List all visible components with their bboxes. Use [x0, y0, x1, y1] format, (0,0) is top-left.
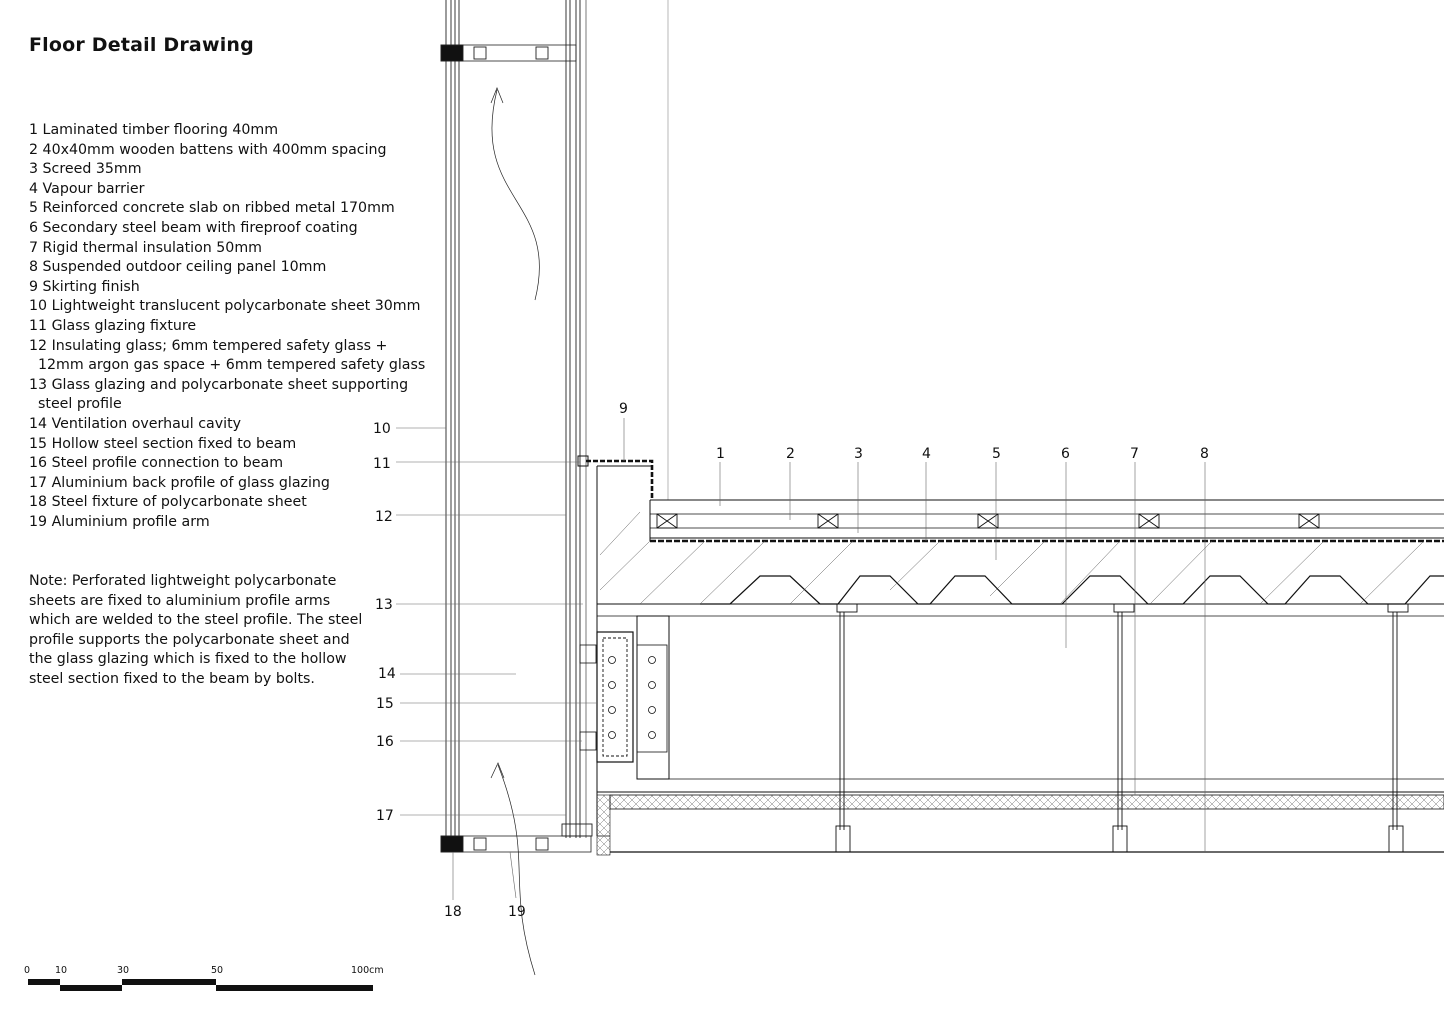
- legend-item: 12 Insulating glass; 6mm tempered safety glass + 12mm argon gas space + 6mm tempered safety glass: [29, 337, 426, 374]
- legend-item: 11 Glass glazing fixture: [29, 317, 197, 334]
- legend-item: 5 Reinforced concrete slab on ribbed metal 170mm: [29, 200, 395, 217]
- scale-bar: [24, 965, 384, 991]
- legend-item: 18 Steel fixture of polycarbonate sheet: [29, 494, 307, 511]
- legend-item: 9 Skirting finish: [29, 278, 140, 295]
- legend-item: 10 Lightweight translucent polycarbonate sheet 30mm: [29, 298, 421, 315]
- callout-15: 15: [376, 696, 394, 712]
- legend-item: 13 Glass glazing and polycarbonate sheet supporting steel profile: [29, 376, 409, 413]
- callout-2: 2: [786, 446, 795, 462]
- scale-label-50: 50: [211, 965, 224, 976]
- legend-item: 17 Aluminium back profile of glass glazing: [29, 474, 330, 491]
- scale-label-10: 10: [55, 965, 68, 976]
- callout-9: 9: [619, 401, 628, 417]
- callout-3: 3: [854, 446, 863, 462]
- callout-16: 16: [376, 734, 394, 750]
- legend-item: 1 Laminated timber flooring 40mm: [29, 122, 279, 138]
- callout-18: 18: [444, 904, 462, 920]
- legend-item: 15 Hollow steel section fixed to beam: [29, 435, 297, 452]
- callout-14: 14: [378, 666, 396, 682]
- callout-13: 13: [375, 597, 393, 613]
- callout-6: 6: [1061, 446, 1070, 462]
- legend-item: 2 40x40mm wooden battens with 400mm spacing: [29, 141, 387, 158]
- legend-item: 19 Aluminium profile arm: [29, 513, 210, 530]
- scale-label-100cm: 100cm: [351, 965, 384, 976]
- facade-glazing: [441, 0, 592, 975]
- page-title: Floor Detail Drawing: [29, 34, 254, 56]
- callout-8: 8: [1200, 446, 1209, 462]
- legend-item: 3 Screed 35mm: [29, 161, 142, 178]
- legend-item: 7 Rigid thermal insulation 50mm: [29, 239, 262, 256]
- legend-item: 4 Vapour barrier: [29, 180, 145, 197]
- legend-item: 14 Ventilation overhaul cavity: [29, 415, 242, 432]
- ceiling-hangers: [836, 604, 1408, 852]
- callout-5: 5: [992, 446, 1001, 462]
- callout-19: 19: [508, 904, 526, 920]
- callout-7: 7: [1130, 446, 1139, 462]
- callout-labels: [373, 401, 1209, 920]
- callout-12: 12: [375, 509, 393, 525]
- scale-label-30: 30: [117, 965, 130, 976]
- note-text: Note: Perforated lightweight polycarbonate sheets are fixed to aluminium profile arms which are welded to the steel profile. The steel profile supports the polycarbonate sheet and the glass glazing which is fixed to the hollow steel section fixed to the beam by bolts.: [29, 573, 363, 687]
- callout-1: 1: [716, 446, 725, 462]
- steel-beam: [580, 616, 669, 779]
- scale-label-0: 0: [24, 965, 31, 976]
- callout-10: 10: [373, 421, 391, 437]
- legend-item: 8 Suspended outdoor ceiling panel 10mm: [29, 259, 327, 276]
- callout-4: 4: [922, 446, 931, 462]
- legend-item: 6 Secondary steel beam with fireproof coating: [29, 219, 358, 236]
- callout-11: 11: [373, 456, 391, 472]
- leader-lines: [396, 418, 1205, 900]
- legend-item: 16 Steel profile connection to beam: [29, 455, 284, 472]
- skirting-edge: [578, 0, 668, 836]
- floor-layers: [597, 466, 1444, 855]
- callout-17: 17: [376, 808, 394, 824]
